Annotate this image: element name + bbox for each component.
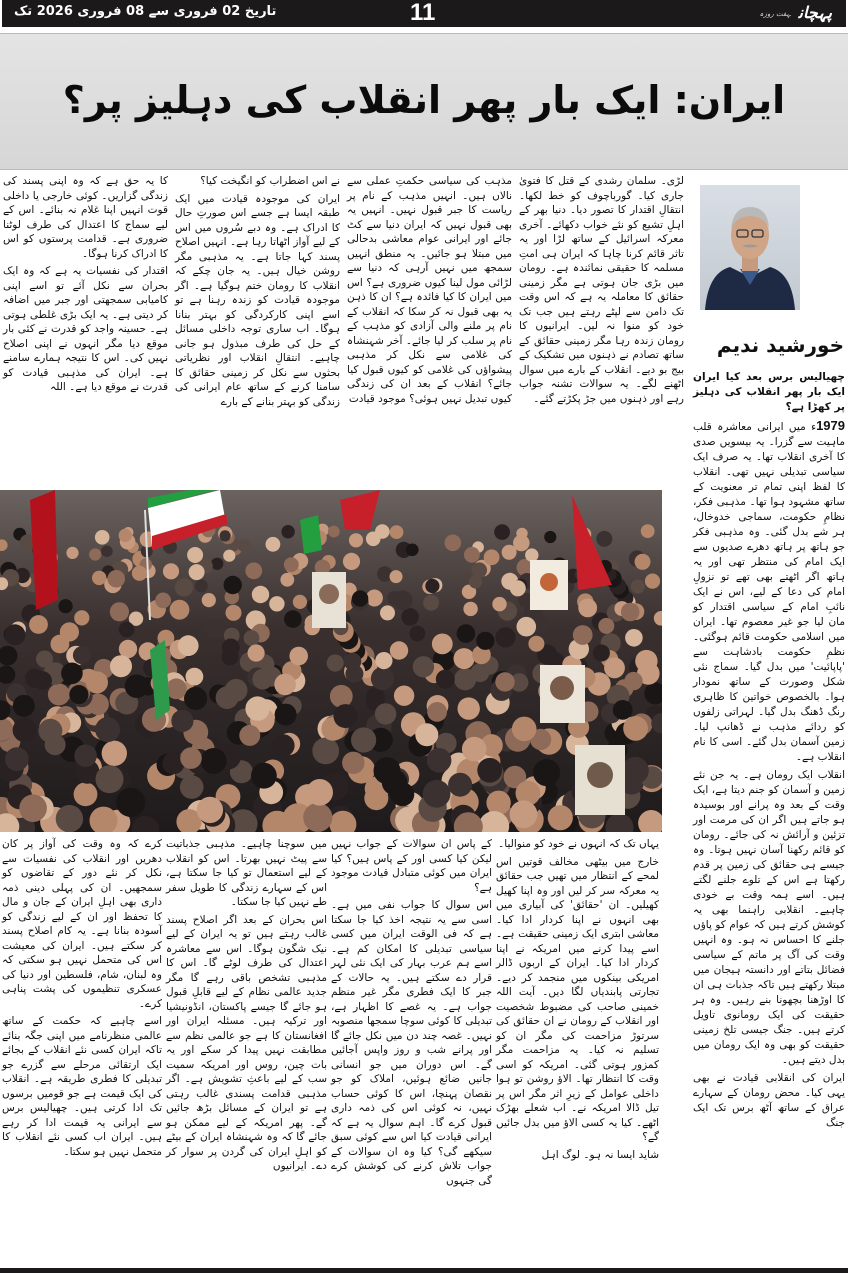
author-photo — [700, 185, 800, 310]
page-number: 11 — [410, 0, 436, 26]
crowd-head — [436, 670, 455, 689]
crowd-head — [187, 547, 203, 563]
crowd-head — [598, 618, 614, 634]
headline-band — [0, 33, 848, 170]
crowd-head — [423, 595, 439, 611]
crowd-head — [125, 674, 149, 698]
crowd-head — [476, 632, 494, 650]
crowd-head — [119, 529, 132, 542]
crowd-head — [486, 791, 510, 815]
paragraph: کا یہ حق ہے کہ وہ اپنی پسند کی زندگی گزاریں۔ کوئی خارجی یا داخلی قوت انہیں اپنا غلام نہ بنائے۔ اس کے لیے سماج کا اعتدال کی طرف لوٹنا ضروری ہے۔ قدامت پرستوں کو اس کا ادراک کرنا ہوگا۔ — [3, 175, 168, 260]
crowd-head — [375, 524, 390, 539]
crowd-head — [186, 668, 204, 686]
crowd-head — [59, 599, 73, 613]
crowd-head — [275, 704, 297, 726]
crowd-head — [484, 549, 500, 565]
crowd-head — [110, 655, 132, 677]
crowd-head — [516, 528, 527, 539]
crowd-head — [394, 686, 414, 706]
crowd-head — [195, 579, 208, 592]
crowd-head — [427, 748, 452, 773]
paragraph: انقلاب ایک رومان ہے۔ یہ جن نئے زمین و آسمان کو جنم دیتا ہے، ایک وقت کے بعد وہ پرانے اور بوسیدہ ہو جاتے ہیں اگر ان کی مرمت اور تزئین و آرائش نہ کی جائے۔ رومان کو قائم رکھنا آسان نہیں ہوتا۔ وہ جیسے ہی حقائق کی زمین پر قدم رکھتا ہے اس کے تلوے جلنے لگتے ہیں۔ اسے ہمہ وقت بے خودی چاہیے۔ انقلابی راہنما بھی یہ کوشش کرتے ہیں کہ عوام کو پاؤں جلنے کا احساس نہ ہو۔ وہ انہیں وقت کی آگ پر ماتم کے سیاسی فضائل بتاتے اور دانستہ ہیجان میں مبتلا رکھتے ہیں تاکہ جذبات ہی ان کا اوڑھنا بچھونا بنے رہیں۔ وہ ہر حقیقت کی ایک رومانوی تاویل کرتے ہیں۔ جنگ جیسی تلخ زمینی حقیقت کو بھی وہ ایک رومان میں بدل دیتے ہیں۔ — [693, 769, 845, 1066]
crowd-head — [463, 602, 477, 616]
crowd-head — [458, 697, 480, 719]
paragraph: میں سوچنا چاہیے۔ مذہبی جذباتیت سے پیٹ نہیں بھرتا۔ اس کو انقلاب کے لیے استعمال تو کیا جا سکتا ہے، اس کے سہارے زندگی کا طویل سفر طے نہیں کیا جا سکتا۔ — [166, 838, 327, 908]
crowd-head — [330, 685, 353, 708]
crowd-head — [252, 586, 269, 603]
crowd-head — [621, 603, 640, 622]
crowd-head — [328, 526, 340, 538]
paragraph: اقتدار کی نفسیات یہ ہے کہ وہ ایک بحران سے نکل آئے تو اسے اپنی کامیابی سمجھتی اور جبر میں اضافہ کر دیتی ہے۔ یہ ایک بڑی غلطی ہوتی ہے۔ حسینہ واجد کو قدرت نے کئی بار موقع دیا مگر انہوں نے اپنی اصلاح نہیں کی۔ اس کا نتیجہ ہمارے سامنے ہے۔ ایران کی مذہبی قیادت کو قدرت نے موقع دیا ہے۔ اللہ — [3, 265, 168, 393]
crowd-head — [334, 704, 358, 728]
paragraph: خارج میں بیٹھی مخالف قوتیں اس لمحے کے انتظار میں تھیں جب حقائق یہ معرکہ سر کر لیں اور وہ اپنا کھیل کھیلیں۔ ان 'حقائق' کی آبیاری میں بھی انہوں نے اپنا کردار ادا کیا۔ معاشی ابتری ایک زمینی حقیقت ہے۔ اسے پیدا کرنے میں امریکہ نے اپنا کردار ادا کیا۔ ایران کے اربوں ڈالر امریکی بینکوں میں منجمد کر دیے۔ تجارتی پابندیاں لگا دیں۔ آیت اللہ خمینی صاحب کی مضبوط شخصیت اور انقلاب کے رومان نے ان حقائق کی سرتوڑ مزاحمت کی مگر ان کو تسلیم نہ کیا۔ یہ مزاحمت مگر کمزور ہوتی گئی۔ امریکہ کو اسی وقت کا انتظار تھا۔ الاؤ روشن تو ہوا داخلی عوامل کے زیرِ اثر مگر اس پر تیل ڈالا امریکہ نے۔ اب شعلے بھڑک اٹھے۔ کیا یہ کسی الاؤ میں بدل جائیں گے؟ — [496, 855, 659, 1143]
crowd-head — [306, 779, 333, 806]
crowd-head — [107, 570, 125, 588]
crowd-head — [163, 563, 179, 579]
paragraph: شاید ایسا نہ ہو۔ لوگ اہل — [541, 1148, 659, 1161]
issue-date: تاریخ 02 فروری سے 08 فروری 2026 تک — [14, 4, 277, 19]
crowd-head — [96, 765, 124, 793]
crowd-head — [180, 775, 204, 799]
crowd-head — [635, 554, 651, 570]
protest-crowd-photo — [0, 490, 662, 832]
crowd-head — [528, 636, 544, 652]
article-column-4 — [3, 174, 168, 395]
crowd-head — [69, 685, 88, 704]
crowd-head — [375, 652, 392, 669]
article-column-8 — [2, 837, 162, 1159]
paragraph: اس سوال کا جواب نفی میں ہے۔ اسی سے یہ نتیجہ اخذ کیا جا سکتا ہے کہ فی الوقت ایران میں کسی سیاسی تبدیلی کا امکان کم ہے۔ اسے ہم عرب بہار کی ایک نئی لہر قرار دے سکتے ہیں۔ یہ حالات کے جبر کا ایک فطری مگر غیر منظم جواب ہے۔ یہ غصے کا اظہار ہے، تبدیلی کا کوئی سوچا سمجھا منصوبہ نہیں۔ غصہ چند دن میں نکل جائے گا اور پرانے شب و روز واپس آجائیں گے۔ اس دوران میں جو انسانی جانیں ضائع ہوئیں، املاک کو جو نقصان پہنچا، اس کا کوئی حساب نہیں، نہ کوئی اس کی ذمہ داری قبول کرے گا۔ اہم سوال یہ ہے کہ ایرانی قیادت کیا اس سے کوئی سبق سیکھے گی؟ کیا وہ ان سوالات کے جواب تلاش کرنے کی کوشش کرے گی جنہوں — [331, 899, 492, 1187]
crowd-head — [272, 734, 295, 757]
article-column-2 — [347, 174, 512, 406]
crowd-head — [95, 530, 110, 545]
crowd-head — [92, 571, 106, 585]
crowd-head — [29, 615, 48, 634]
crowd-head — [494, 524, 510, 540]
crowd-head — [74, 782, 98, 806]
crowd-head — [623, 716, 648, 741]
crowd-head — [119, 622, 135, 638]
crowd-head — [380, 605, 395, 620]
crowd-head — [432, 634, 453, 655]
paragraph: کے پاس ان سوالات کے جواب نہیں لیکن کیا کسی اور کے پاس ہیں؟ کیا ایران میں کوئی متبادل قیادت موجود ہے؟ — [331, 838, 492, 894]
crowd-head — [492, 597, 506, 611]
crowd-head — [303, 803, 332, 832]
crowd-head — [462, 737, 487, 762]
crowd-head — [48, 684, 70, 706]
crowd-head — [197, 797, 223, 823]
crowd-head — [86, 671, 108, 693]
paragraph: نے اس اضطراب کو انگیخت کیا؟ — [200, 175, 340, 187]
crowd-head — [415, 723, 438, 746]
crowd-head — [631, 579, 645, 593]
crowd-head — [533, 759, 560, 786]
crowd-head — [74, 610, 89, 625]
crowd-head — [222, 639, 240, 657]
crowd-head — [457, 624, 476, 643]
crowd-head — [613, 700, 633, 720]
crowd-head — [73, 646, 91, 664]
page-header — [2, 0, 846, 27]
crowd-head — [517, 617, 537, 637]
crowd-head — [251, 763, 277, 789]
crowd-head — [5, 747, 29, 771]
crowd-head — [95, 717, 120, 742]
crowd-head — [19, 794, 47, 822]
crowd-head — [510, 580, 526, 596]
paragraph: ء میں ایرانی معاشرہ قلب ماہیت سے گزرا۔ یہ بیسویں صدی کا آخری انقلاب تھا۔ یہ صرف ایک سیاسی تبدیلی نہیں تھی۔ انقلاب کا لفظ اپنی تمام تر معنویت کے ساتھ مشہود ہوا تھا۔ مذہبی فکر، نظامِ حکومت، سماجی خدوخال، ہر شے بدل گئی۔ وہ مذہبی فکر جو ہاتھ پر ہاتھ دھرے صدیوں سے ایک امام کی منتظر تھی اور یہ ہاتھ اگر اٹھتے بھی تھے تو نزولِ امام کی دعا کے لیے، اس نے ایک نائبِ امام کے سیاسی اقتدار کو مان لیا جو غیر معصوم تھا۔ ایران میں اسلامی حکومت قائم ہوگئی۔ نظمِ حکومت بادشاہت سے 'پاپائیت' میں بدل گیا۔ سماج نئی شکل وصورت کے ساتھ نمودار ہوا۔ بالخصوص خواتین کا ظاہری رنگ ڈھنگ بدل گیا۔ لہراتی زلفوں کو ردائے مذہب نے ڈھانپ لیا۔ زمین آسمان بدل گئے۔ اسی کا نام انقلاب ہے۔ — [693, 421, 845, 763]
crowd-head — [344, 653, 362, 671]
paragraph: ایران کی موجودہ قیادت میں ایک طبقہ ایسا ہے جسے اس صورتِ حال کا ادراک ہے۔ وہ دبے سُروں میں اس کے لیے آواز اٹھاتا رہا ہے۔ انہیں اصلاح پسند کہا جاتا ہے۔ یہ مذہبی مگر روشن خیال ہیں۔ یہ جان چکے کہ انقلاب کا رومان ختم ہوگیا ہے۔ اگر موجودہ قیادت کو زندہ رہنا ہے تو اسے اپنی کارکردگی کو بہتر بنانا ہوگا۔ اب ساری توجہ داخلی مسائل کے حل کی طرف مبذول ہو جانی چاہیے۔ انتقالِ انقلاب اور نظریاتی بحثوں سے نکل کر زمینی حقائق کا سامنا کرنے کے ساتھ عام ایرانی کی زندگی کو بہتر بنانے کے بارے — [175, 192, 340, 408]
crowd-head — [274, 674, 296, 696]
crowd-head — [89, 548, 101, 560]
crowd-head — [66, 547, 78, 559]
newspaper-logo — [760, 3, 832, 22]
crowd-head — [406, 544, 419, 557]
crowd-head — [238, 539, 252, 553]
crowd-head — [454, 648, 475, 669]
right-column-text — [693, 370, 845, 1131]
crowd-head — [445, 535, 462, 552]
crowd-head — [239, 725, 260, 746]
crowd-head — [220, 530, 231, 541]
crowd-head — [593, 645, 610, 662]
crowd-head — [101, 545, 113, 557]
crowd-head — [387, 591, 401, 605]
crowd-head — [544, 531, 556, 543]
crowd-head — [266, 537, 281, 552]
crowd-head — [625, 629, 643, 647]
paragraph: یہاں تک کہ انہوں نے خود کو منوالیا۔ — [498, 838, 659, 850]
crowd-head — [211, 558, 223, 570]
crowd-head — [448, 773, 472, 797]
crowd-head — [171, 710, 193, 732]
crowd-head — [375, 703, 396, 724]
crowd-head — [170, 600, 190, 620]
crowd-head — [622, 757, 649, 784]
crowd-head — [38, 719, 62, 743]
crowd-head — [390, 641, 408, 659]
crowd-head — [410, 626, 426, 642]
page-footer-rule — [0, 1268, 848, 1273]
paragraph: ایران کی انقلابی قیادت نے بھی یہی کیا۔ محض رومان کے سہارے عراق کے ساتھ آٹھ برس تک ایک جنگ — [693, 1072, 845, 1129]
crowd-head — [401, 608, 419, 626]
crowd-head — [244, 630, 260, 646]
crowd-head — [596, 531, 612, 547]
crowd-head — [248, 644, 265, 661]
crowd-head — [573, 625, 593, 645]
crowd-head — [604, 658, 625, 679]
crowd-head — [366, 590, 383, 607]
crowd-head — [512, 717, 537, 742]
crowd-head — [201, 748, 227, 774]
lead-paragraph: چھیالیس برس بعد کیا ایران ایک بار پھر انقلاب کی دہلیز پر کھڑا ہے؟ — [693, 371, 845, 413]
crowd-head — [245, 562, 262, 579]
crowd-head — [284, 557, 299, 572]
crowd-head — [224, 576, 242, 594]
crowd-head — [74, 744, 97, 767]
crowd-head — [60, 622, 79, 641]
crowd-head — [178, 635, 199, 656]
crowd-head — [641, 524, 655, 538]
crowd-head — [205, 618, 225, 638]
crowd-head — [225, 679, 248, 702]
crowd-head — [252, 669, 273, 690]
author-portrait-icon — [700, 185, 800, 310]
paragraph: کرے کہ وہ وقت کی آواز پر کان دھریں اور انقلاب کی نفسیات سے نکل کر نئے دور کے تقاضوں کو سمجھیں۔ ان کی پہلی دینی ذمہ داری بھی اہلِ ایران کے جان و مال کا تحفظ اور ان کے لیے زندگی کو آسودہ بنانا ہے۔ یہ کام اصلاح پسند کر سکتے ہیں۔ ایران کی معیشت اس کی متحمل نہیں ہو سکتی کہ وہ لبنان، شام، فلسطین اور دنیا کی عسکری تنظیموں کی پشت پناہی کرے۔ — [2, 838, 162, 1010]
crowd-head — [495, 627, 515, 647]
crowd-head — [349, 533, 363, 547]
crowd-head — [327, 654, 344, 671]
crowd-head — [180, 747, 202, 769]
crowd-head — [4, 624, 25, 645]
logo-text: پہچان — [798, 3, 832, 22]
crowd-head — [578, 599, 597, 618]
article-column-7 — [166, 837, 327, 1174]
crowd-head — [471, 663, 490, 682]
crowd-head — [502, 545, 517, 560]
crowd-head — [510, 800, 538, 828]
crowd-head — [155, 593, 171, 609]
crowd-head — [352, 590, 368, 606]
author-name: خورشید ندیم — [716, 333, 844, 357]
crowd-head — [223, 550, 235, 562]
crowd-head — [293, 595, 307, 609]
crowd-head — [202, 593, 216, 607]
paragraph: اسے چاہیے کہ حکمت کے ساتھ عالمی منظرنامے میں اپنی جگہ بنائے تاکہ ایران کسی نئے انقلاب کے بجائے ایک ارتقائی مرحلے سے گزرے جو تبدیلی کا فطری طریقہ ہے۔ انقلاب کی ایک قیمت ہے جو قومیں برسوں تک ادا کرتی ہیں۔ چھیالیس برس سے ایرانی یہ قیمت ادا کر رہے ہیں۔ ایران اب کسی نئے انقلاب کا متحمل نہیں ہو سکتا۔ — [2, 1015, 162, 1158]
crowd-head — [56, 805, 83, 832]
crowd-head — [635, 650, 657, 672]
crowd-head — [61, 663, 83, 685]
crowd-head — [464, 547, 480, 563]
crowd-head — [245, 696, 269, 720]
headline: ایران: ایک بار پھر انقلاب کی دہلیز پر؟ — [62, 78, 786, 122]
paragraph: اس بحران کے بعد اگر اصلاح پسند غالب رہتے ہیں تو یہ ایران کے لیے نیک شگون ہوگا۔ اس سے معاشرہ اعتدال کی طرف لوٹے گا۔ اس کا مذہبی تشخص باقی رہے گا مگر جدید عالمی نظام کے لیے قابلِ قبول ہو جائے گا جیسے پاکستان، انڈونیشیا اور ترکیہ ہیں۔ مسئلہ ایران اور افغانستان کا ہے جو عالمی نظم سے مطابقت نہیں پیدا کر سکے اور یہ بات چین، روس اور امریکہ سمیت سب کے لیے باعثِ تشویش ہے۔ اگر مذہبی قدامت پسندی غالب رہتی ہے تو ایران کے مسائل بڑھ جائیں گے۔ پھر امریکہ کے لیے ممکن ہو جائے گا کہ وہ شہنشاہ ایران کے بیٹے کو اہلِ ایران کی گردن پر سوار کر دے۔ ایرانیوں — [166, 913, 327, 1172]
crowd-head — [342, 752, 364, 774]
crowd-head — [116, 788, 145, 817]
crowd-head — [312, 738, 339, 765]
crowd-head — [13, 718, 37, 742]
paragraph: لڑی۔ سلمان رشدی کے قتل کا فتویٰ جاری کیا۔ گورباچوف کو خط لکھا۔ انتقالِ اقتدار کا تصور دیا۔ دنیا بھر کے اہلِ تشیع کو نئے خواب دکھائے۔ آخری معرکہ اسرائیل کے ساتھ لڑا اور یہ تاثر قائم کرنا چاہا کہ ایران ہی امتِ مسلمہ کا حقیقی نمائندہ ہے۔ رومان میں بڑی جان ہوتی ہے مگر زمینی حقائق کا معاملہ یہ ہے کہ اس وقت تک دامن سے لپٹے رہتے ہیں جب تک خود کو منوا نہ لیں۔ ایرانیوں کا رومان زندہ رہا مگر زمینی حقائق کے ساتھ تصادم نے ذہنوں میں تشکیک کے بیج بو دیے۔ انقلاب کے بارے میں سوال اٹھنے لگے۔ یہ سوالات تشنہ جواب رہے اور ذہنوں میں جڑ پکڑتے گئے۔ — [519, 175, 684, 405]
crowd-head — [425, 579, 439, 593]
crowd-head — [477, 758, 502, 783]
crowd-head — [413, 656, 434, 677]
crowd-head — [280, 573, 294, 587]
crowd-head — [645, 574, 660, 589]
crowd-head — [13, 695, 35, 717]
crowd-head — [175, 578, 193, 596]
paragraph: مذہب کی سیاسی حکمتِ عملی سے نالاں ہیں۔ انہیں مذہب کے نام پر ریاست کا جبر قبول نہیں۔ انہیں یہ بھی قبول نہیں کہ ایران دنیا سے کٹ جائے اور ایرانی عوام معاشی بدحالی میں مبتلا ہو جائیں۔ یہ منطق انہیں سمجھ میں نہیں آرہی کہ دنیا سے لڑائی مول لینا کیوں ضروری ہے؟ اس میں ایران کا کیا فائدہ ہے؟ ان کا ذہن یہ بھی قبول نہ کر سکا کہ انقلاب کے نام پر ملنے والی آزادی کو مذہب کے نام پر سلب کر لیا جائے۔ آخر شہنشاہ کی غلامی سے نکل کر مذہبی پیشواؤں کی غلامی کو کیوں قبول کیا جائے؟ انقلاب کے بعد ان کی زندگی کیوں تبدیل نہیں ہوئی؟ موجود قیادت — [347, 175, 512, 405]
crowd-head — [226, 605, 242, 621]
crowd-head — [184, 687, 207, 710]
crowd-head — [390, 525, 404, 539]
crowd-head — [189, 564, 205, 580]
article-column-5 — [496, 837, 659, 1162]
crowd-head — [525, 548, 538, 561]
crowd-head — [423, 780, 451, 808]
crowd-head — [548, 805, 573, 830]
year-highlight: 1979 — [816, 418, 845, 433]
crowd-head — [495, 672, 514, 691]
article-column-3 — [175, 174, 340, 409]
logo-tagline: ہفت روزہ — [759, 9, 791, 18]
crowd-head — [269, 596, 284, 611]
crowd-head — [343, 553, 360, 570]
crowd-head — [284, 610, 302, 628]
crowd-head — [390, 570, 403, 583]
crowd-head — [624, 672, 642, 690]
crowd-head — [102, 741, 127, 766]
crowd-head — [166, 678, 187, 699]
article-column-1 — [519, 174, 684, 406]
crowd-head — [34, 671, 52, 689]
crowd-head — [281, 525, 294, 538]
crowd-head — [110, 602, 129, 621]
crowd-head — [469, 575, 482, 588]
crowd-head — [371, 667, 394, 690]
crowd-image — [0, 490, 662, 832]
crowd-head — [427, 702, 447, 722]
crowd-head — [132, 566, 147, 581]
crowd-head — [351, 727, 376, 752]
article-column-6 — [331, 837, 492, 1188]
crowd-head — [374, 757, 401, 784]
crowd-head — [289, 647, 308, 666]
